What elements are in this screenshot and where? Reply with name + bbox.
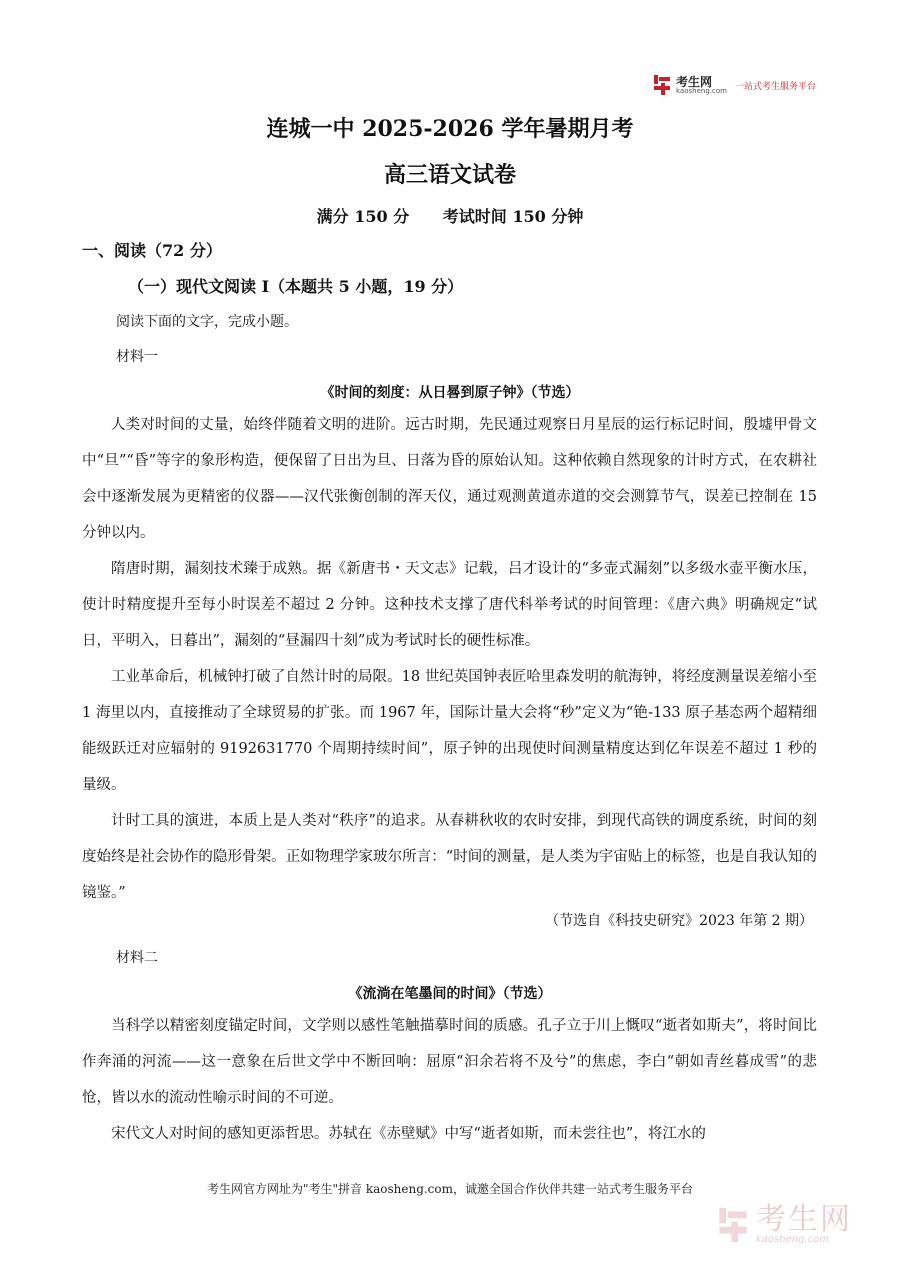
subsection-heading: （一）现代文阅读 I（本题共 5 小题，19 分） <box>128 277 464 296</box>
page-footer: 考生网官方网址为"考生"拼音 kaosheng.com，诚邀全国合作伙伴共建一站式考生服务平台 <box>206 1182 694 1196</box>
material1-title: 《时间的刻度：从日晷到原子钟》（节选） <box>320 385 580 401</box>
paragraph: 宋代文人对时间的感知更添哲思。苏轼在《赤壁赋》中写“逝者如斯，而未尝往也”，将江水的 <box>111 1126 706 1142</box>
material2-label: 材料二 <box>116 950 158 966</box>
material1-label: 材料一 <box>116 349 158 365</box>
watermark <box>716 1202 852 1245</box>
brand-domain: kaosheng.com <box>676 86 727 95</box>
kaosheng-watermark-icon <box>716 1206 750 1244</box>
material2-body <box>82 1008 817 1152</box>
kaosheng-logo-icon <box>652 74 672 96</box>
material2-title: 《流淌在笔墨间的时间》（节选） <box>348 986 552 1002</box>
paragraph: 工业革命后，机械钟打破了自然计时的局限。18 世纪英国钟表匠哈里森发明的航海钟，将经度测量误差缩小至 1 海里以内，直接推动了全球贸易的扩张。而 1967 年，国际计量大会将“秒”定义为“铯-133 原子基态两个超精细能级跃迁对应辐射的 9192631770 个周期持续时间”，原子钟的出现使时间测量精度达到亿年误差不超过 1 秒的量级。 <box>82 669 817 793</box>
paragraph: 计时工具的演进，本质上是人类对“秩序”的追求。从春耕秋收的农时安排，到现代高铁的调度系统，时间的刻度始终是社会协作的隐形骨架。正如物理学家玻尔所言：“时间的测量，是人类为宇宙贴上的标签，也是自我认知的镜鉴。” <box>82 813 817 901</box>
exam-title: 连城一中 2025-2026 学年暑期月考 <box>266 116 634 142</box>
brand-name: 考生网 <box>676 74 713 89</box>
paragraph: 当科学以精密刻度锚定时间，文学则以感性笔触描摹时间的质感。孔子立于川上慨叹“逝者如斯夫”，将时间比作奔涌的河流——这一意象在后世文学中不断回响：屈原“汩余若将不及兮”的焦虑，李白“朝如青丝暮成雪”的悲怆，皆以水的流动性喻示时间的不可逆。 <box>82 1018 817 1106</box>
instruction-text: 阅读下面的文字，完成小题。 <box>116 314 298 330</box>
section-heading: 一、阅读（72 分） <box>82 241 222 260</box>
brand-slogan: 一站式考生服务平台 <box>734 81 816 92</box>
brand-logo <box>652 70 816 100</box>
exam-meta <box>0 204 900 227</box>
exam-subtitle: 高三语文试卷 <box>383 162 516 188</box>
material1-body <box>82 407 817 911</box>
watermark-domain: kaosheng.com <box>756 1234 829 1245</box>
full-score-label: 满分 150 分 <box>316 207 410 226</box>
paragraph: 人类对时间的丈量，始终伴随着文明的进阶。远古时期，先民通过观察日月星辰的运行标记时间，殷墟甲骨文中“旦”“昏”等字的象形构造，便保留了日出为旦、日落为昏的原始认知。这种依赖自然现象的计时方式，在农耕社会中逐渐发展为更精密的仪器——汉代张衡创制的浑天仪，通过观测黄道赤道的交会测算节气，误差已控制在 15 分钟以内。 <box>82 417 817 541</box>
paragraph: 隋唐时期，漏刻技术臻于成熟。据《新唐书・天文志》记载，吕才设计的“多壶式漏刻”以多级水壶平衡水压，使计时精度提升至每小时误差不超过 2 分钟。这种技术支撑了唐代科举考试的时间管理：《唐六典》明确规定“试日，平明入，日暮出”，漏刻的“昼漏四十刻”成为考试时长的硬性标准。 <box>82 561 817 649</box>
exam-time-label: 考试时间 150 分钟 <box>442 207 584 226</box>
material1-source: （节选自《科技史研究》2023 年第 2 期） <box>545 913 813 929</box>
watermark-name: 考生网 <box>756 1202 852 1237</box>
